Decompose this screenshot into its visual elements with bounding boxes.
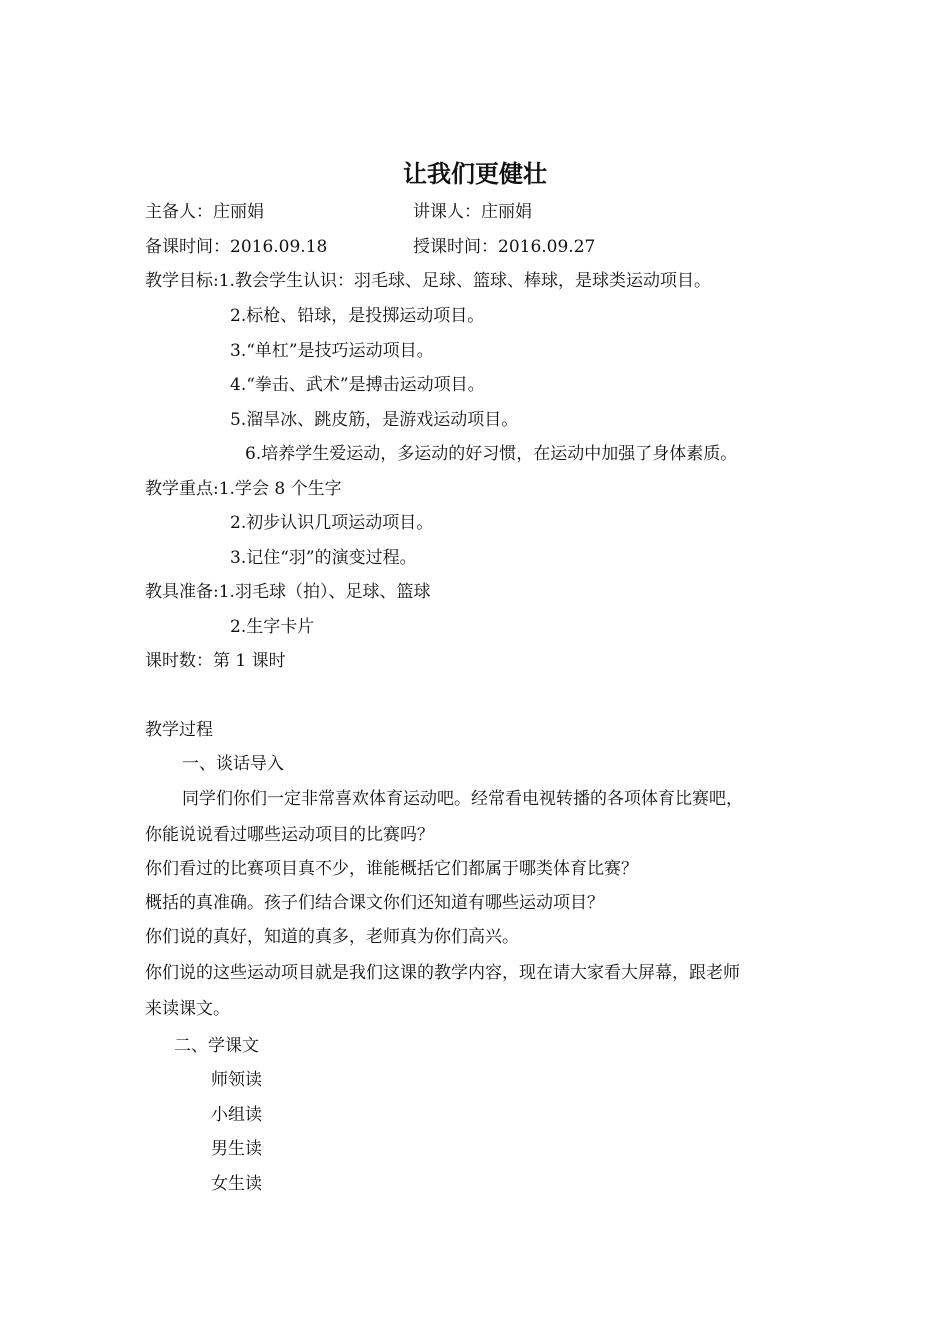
lecturer-line: 讲课人：庄丽娟 <box>413 202 532 222</box>
document-title: 让我们更健壮 <box>403 159 547 188</box>
list-item: 小组读 <box>211 1105 262 1125</box>
teach-time-line: 授课时间：2016.09.27 <box>413 237 596 257</box>
section-heading: 二、学课文 <box>174 1036 259 1056</box>
objective-item: 2.标枪、铅球，是投掷运动项目。 <box>230 306 485 326</box>
objective-item: 6.培养学生爱运动，多运动的好习惯，在运动中加强了身体素质。 <box>245 444 738 464</box>
paragraph-line: 你们说的真好，知道的真多，老师真为你们高兴。 <box>145 927 519 947</box>
key-point-item: 2.初步认识几项运动项目。 <box>230 513 434 533</box>
paragraph-line: 概括的真准确。孩子们结合课文你们还知道有哪些运动项目？ <box>145 893 604 913</box>
paragraph-line: 同学们你们一定非常喜欢体育运动吧。经常看电视转播的各项体育比赛吧， <box>182 789 743 809</box>
section-heading: 一、谈话导入 <box>182 754 284 774</box>
paragraph-line: 来读课文。 <box>145 999 230 1019</box>
preparer-line: 主备人：庄丽娟 <box>145 202 264 222</box>
materials-line: 教具准备:1.羽毛球（拍）、足球、篮球 <box>145 582 431 602</box>
prep-time-line: 备课时间：2016.09.18 <box>145 237 328 257</box>
list-item: 女生读 <box>211 1174 262 1194</box>
paragraph-line: 你们说的这些运动项目就是我们这课的教学内容，现在请大家看大屏幕，跟老师 <box>145 963 740 983</box>
paragraph-line: 你能说说看过哪些运动项目的比赛吗？ <box>145 825 434 845</box>
objective-item: 4.“拳击、武术”是搏击运动项目。 <box>230 375 485 395</box>
list-item: 男生读 <box>211 1139 262 1159</box>
periods-line: 课时数：第 1 课时 <box>145 651 286 671</box>
objective-item: 5.溜旱冰、跳皮筋，是游戏运动项目。 <box>230 410 519 430</box>
list-item: 师领读 <box>211 1070 262 1090</box>
key-points-line: 教学重点:1.学会 8 个生字 <box>145 479 342 499</box>
materials-item: 2.生字卡片 <box>230 617 315 637</box>
process-heading: 教学过程 <box>145 720 213 740</box>
paragraph-line: 你们看过的比赛项目真不少，谁能概括它们都属于哪类体育比赛？ <box>145 859 638 879</box>
key-point-item: 3.记住“羽”的演变过程。 <box>230 548 417 568</box>
objective-item: 3.“单杠”是技巧运动项目。 <box>230 341 434 361</box>
objectives-line: 教学目标:1.教会学生认识：羽毛球、足球、篮球、棒球，是球类运动项目。 <box>145 271 711 291</box>
